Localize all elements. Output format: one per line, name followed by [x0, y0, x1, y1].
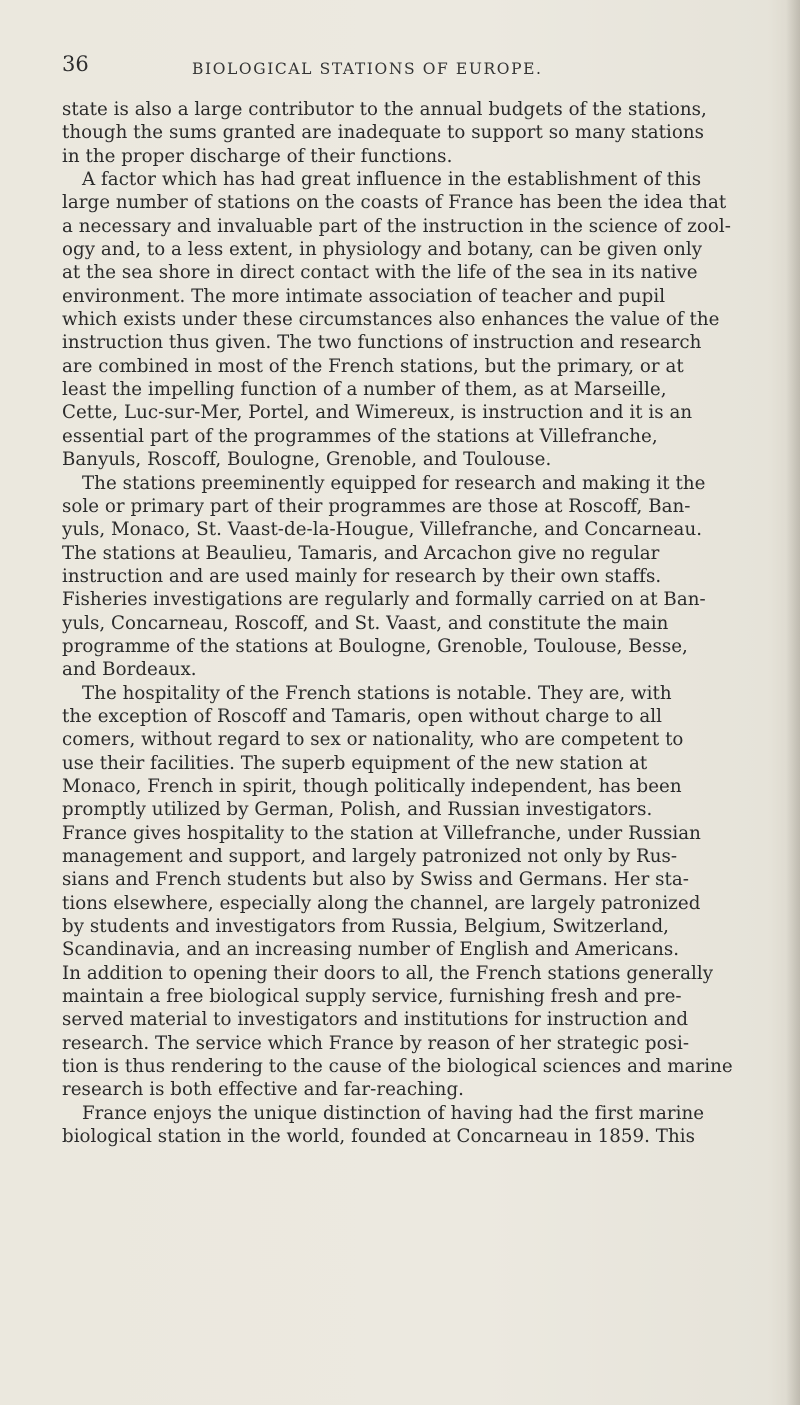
page-number: 36 [62, 52, 89, 76]
text-line: Banyuls, Roscoff, Boulogne, Grenoble, and Toulouse. [62, 449, 552, 471]
text-line: least the impelling function of a number of them, as at Marseille, [62, 379, 667, 401]
text-line: and Bordeaux. [62, 659, 197, 681]
text-line: yuls, Concarneau, Roscoff, and St. Vaast, and constitute the main [62, 612, 669, 634]
page-edge-shadow [786, 0, 800, 1405]
text-line: yuls, Monaco, St. Vaast-de-la-Hougue, Villefranche, and Concarneau. [62, 519, 703, 541]
text-line: sians and French students but also by Swiss and Germans. Her sta- [62, 869, 689, 891]
text-line: research. The service which France by reason of her strategic posi- [62, 1032, 690, 1054]
text-line: promptly utilized by German, Polish, and Russian investigators. [62, 799, 653, 821]
text-line: large number of stations on the coasts of France has been the idea that [62, 192, 727, 214]
text-line: Fisheries investigations are regularly and formally carried on at Ban- [62, 589, 706, 611]
text-line: maintain a free biological supply service, furnishing fresh and pre- [62, 986, 682, 1008]
text-line: ogy and, to a less extent, in physiology and botany, can be given only [62, 239, 703, 261]
text-line: biological station in the world, founded at Concarneau in 1859. This [62, 1126, 695, 1148]
text-line: programme of the stations at Boulogne, Grenoble, Toulouse, Besse, [62, 635, 688, 657]
text-line: instruction thus given. The two functions of instruction and research [62, 332, 702, 354]
text-line: use their facilities. The superb equipment of the new station at [62, 752, 648, 774]
text-line: at the sea shore in direct contact with the life of the sea in its native [62, 262, 698, 284]
page-header [62, 52, 742, 82]
text-line: Monaco, French in spirit, though politically independent, has been [62, 775, 682, 797]
text-line: sole or primary part of their programmes are those at Roscoff, Ban- [62, 495, 691, 517]
text-line: Cette, Luc-sur-Mer, Portel, and Wimereux, is instruction and it is an [62, 402, 693, 424]
text-line: are combined in most of the French stations, but the primary, or at [62, 355, 684, 377]
text-line: served material to investigators and institutions for instruction and [62, 1009, 689, 1031]
text-line: state is also a large contributor to the annual budgets of the stations, [62, 99, 707, 120]
text-line: the exception of Roscoff and Tamaris, open without charge to all [62, 705, 662, 727]
text-line: management and support, and largely patronized not only by Rus- [62, 846, 678, 867]
text-line: A factor which has had great influence in the establishment of this [82, 169, 702, 191]
text-line: tion is thus rendering to the cause of the biological sciences and marine [62, 1056, 733, 1078]
text-line: which exists under these circumstances also enhances the value of the [62, 309, 720, 331]
text-line: environment. The more intimate association of teacher and pupil [62, 285, 666, 307]
text-line: though the sums granted are inadequate to support so many stations [62, 122, 705, 144]
body-text [62, 98, 752, 1148]
running-head: BIOLOGICAL STATIONS OF EUROPE. [192, 60, 543, 78]
text-line: The stations preeminently equipped for research and making it the [82, 472, 706, 494]
text-line: France enjoys the unique distinction of having had the first marine [82, 1102, 705, 1124]
text-line: tions elsewhere, especially along the channel, are largely patronized [62, 892, 701, 914]
text-line: by students and investigators from Russia, Belgium, Switzerland, [62, 916, 669, 938]
text-line: a necessary and invaluable part of the instruction in the science of zool- [62, 215, 731, 237]
text-line: France gives hospitality to the station at Villefranche, under Russian [62, 822, 701, 844]
text-line: The stations at Beaulieu, Tamaris, and Arcachon give no regular [62, 542, 660, 564]
text-line: research is both effective and far-reaching. [62, 1079, 464, 1101]
text-line: In addition to opening their doors to all, the French stations generally [62, 962, 714, 984]
text-line: Scandinavia, and an increasing number of English and Americans. [62, 939, 680, 961]
text-line: essential part of the programmes of the stations at Villefranche, [62, 425, 658, 447]
text-line: comers, without regard to sex or nationality, who are competent to [62, 729, 684, 751]
text-line: The hospitality of the French stations is notable. They are, with [82, 682, 672, 704]
text-line: in the proper discharge of their functions. [62, 145, 453, 167]
text-line: instruction and are used mainly for research by their own staffs. [62, 565, 662, 587]
